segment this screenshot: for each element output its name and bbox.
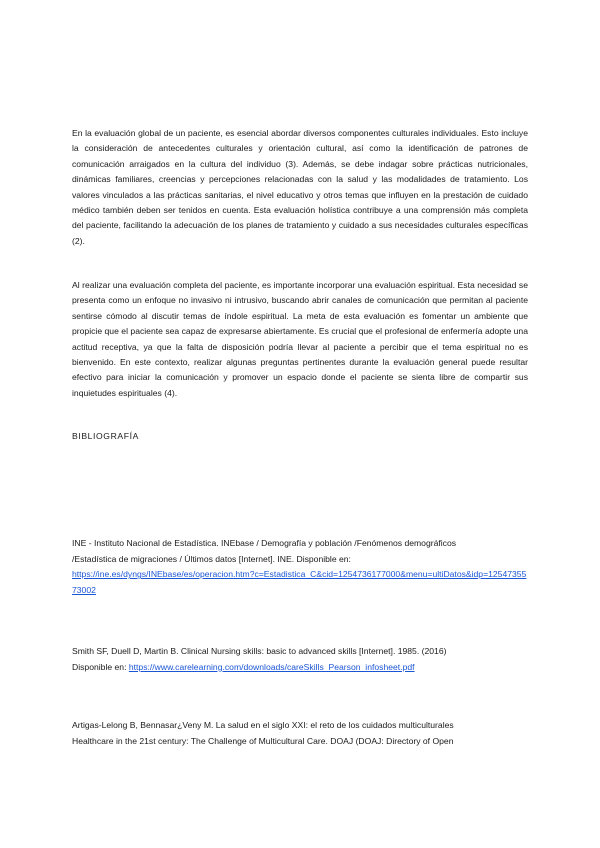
reference-text: Healthcare in the 21st century: The Challenge of Multicultural Care. DOAJ (DOAJ: Directory of Open: [72, 735, 454, 746]
reference-link-ine[interactable]: https://ine.es/dyngs/INEbase/es/operacion.htm?c=Estadistica_C&cid=1254736177000&menu=ultiDatos&idp=1254735573002: [72, 569, 527, 595]
reference-text: /Estadística de migraciones / Últimos datos [Internet]. INE. Disponible en:: [72, 553, 351, 564]
reference-artigas: [72, 718, 530, 749]
reference-link-carelearning[interactable]: https://www.carelearning.com/downloads/careSkills_Pearson_infosheet.pdf: [128, 661, 415, 672]
reference-text: INE - Instituto Nacional de Estadística. INEbase / Demografía y población /Fenómenos demográficos: [72, 538, 457, 548]
body-paragraph-cultural-assessment: En la evaluación global de un paciente, es esencial abordar diversos componentes culturales individuales. Esto incluye la consideración de antecedentes culturales y orientación cultural, así como la identificación de patrones de comunicación arraigados en la cultura del individuo (3). Además, se debe indagar sobre prácticas nutricionales, dinámicas familiares, creencias y percepciones relacionadas con la salud y las modalidades de tratamiento. Los valores vinculados a las prácticas sanitarias, el nivel educativo y otros temas que influyen en la prestación de cuidado médico también deben ser tenidos en cuenta. Esta evaluación holística contribuye a una comprensión más completa del paciente, facilitando la adecuación de los planes de tratamiento y cuidado a sus necesidades culturales específicas (2).: [72, 128, 528, 246]
reference-text: Artigas-Lelong B, Bennasar¿Veny M. La salud en el siglo XXI: el reto de los cuidados multiculturales: [72, 720, 454, 730]
body-paragraph-spiritual-assessment: Al realizar una evaluación completa del paciente, es importante incorporar una evaluación espiritual. Esta necesidad se presenta como un enfoque no invasivo ni intrusivo, buscando abrir canales de comunicación que permitan al paciente sentirse cómodo al discutir temas de índole espiritual. La meta de esta evaluación es fomentar un ambiente que propicie que el paciente sea capaz de expresarse abiertamente. Es crucial que el profesional de enfermería adopte una actitud receptiva, ya que la falta de disposición podría llevar al paciente a percibir que el tema espiritual no es bienvenido. En este contexto, realizar algunas preguntas pertinentes durante la evaluación general puede resultar efectivo para iniciar la comunicación y promover un espacio donde el paciente se sienta libre de compartir sus inquietudes espirituales (4).: [72, 280, 528, 398]
reference-ine: [72, 536, 530, 598]
reference-availability: [72, 660, 530, 676]
bibliography-heading: BIBLIOGRAFÍA: [72, 431, 139, 441]
reference-text: Smith SF, Duell D, Martin B. Clinical Nursing skills: basic to advanced skills [Internet]. 1985. (2016): [72, 646, 447, 656]
reference-prefix: Disponible en:: [72, 661, 129, 672]
reference-smith: [72, 644, 530, 675]
